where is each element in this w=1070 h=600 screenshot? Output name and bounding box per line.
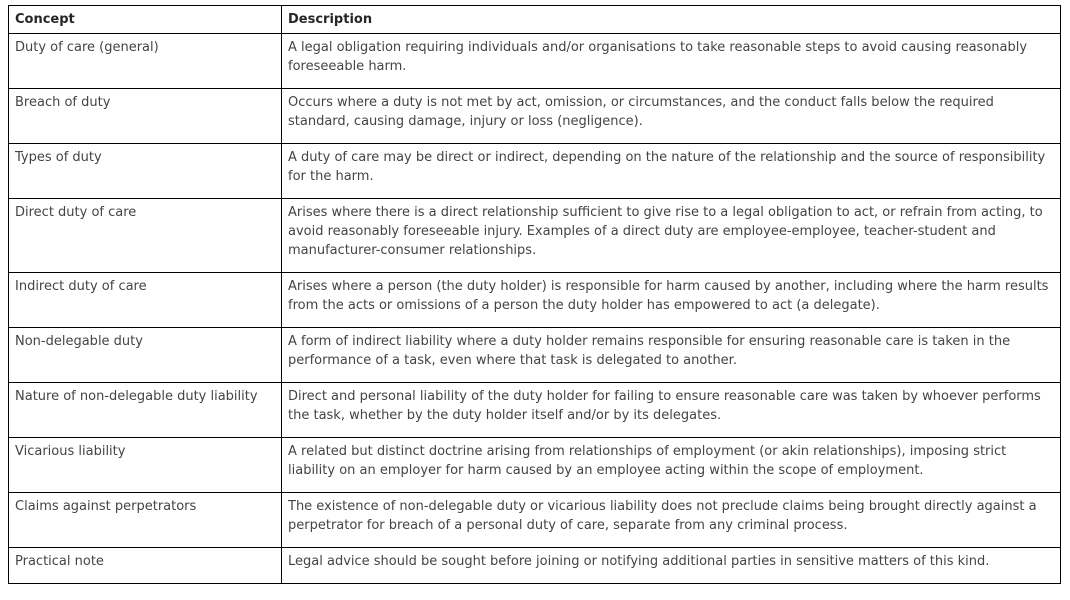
table-row (9, 273, 1061, 328)
description-cell: Arises where there is a direct relationship sufficient to give rise to a legal obligation to act, or refrain from acting, to avoid reasonably foreseeable injury. Examples of a direct duty are employee-employee, teacher-student and manufacturer-consumer relationships. (282, 199, 1061, 273)
concept-cell: Claims against perpetrators (9, 493, 282, 548)
description-cell: Occurs where a duty is not met by act, omission, or circumstances, and the conduct falls below the required standard, causing damage, injury or loss (negligence). (282, 89, 1061, 144)
concept-cell: Nature of non-delegable duty liability (9, 383, 282, 438)
table-row (9, 199, 1061, 273)
table-row (9, 438, 1061, 493)
concept-cell: Types of duty (9, 144, 282, 199)
table-row (9, 89, 1061, 144)
table-body (9, 34, 1061, 584)
concept-cell: Indirect duty of care (9, 273, 282, 328)
column-header-description: Description (282, 6, 1061, 34)
table-row (9, 383, 1061, 438)
description-cell: The existence of non-delegable duty or vicarious liability does not preclude claims being brought directly against a perpetrator for breach of a personal duty of care, separate from any criminal process. (282, 493, 1061, 548)
description-cell: Direct and personal liability of the duty holder for failing to ensure reasonable care was taken by whoever performs the task, whether by the duty holder itself and/or by its delegates. (282, 383, 1061, 438)
concept-cell: Breach of duty (9, 89, 282, 144)
table-row (9, 548, 1061, 584)
concept-cell: Practical note (9, 548, 282, 584)
concept-description-table (8, 5, 1061, 584)
table-row (9, 493, 1061, 548)
description-cell: Arises where a person (the duty holder) is responsible for harm caused by another, including where the harm results from the acts or omissions of a person the duty holder has empowered to act (a delegate). (282, 273, 1061, 328)
column-header-concept: Concept (9, 6, 282, 34)
description-cell: Legal advice should be sought before joining or notifying additional parties in sensitive matters of this kind. (282, 548, 1061, 584)
description-cell: A related but distinct doctrine arising from relationships of employment (or akin relationships), imposing strict liability on an employer for harm caused by an employee acting within the scope of employment. (282, 438, 1061, 493)
description-cell: A form of indirect liability where a duty holder remains responsible for ensuring reasonable care is taken in the performance of a task, even where that task is delegated to another. (282, 328, 1061, 383)
table-header-row (9, 6, 1061, 34)
table-row (9, 144, 1061, 199)
description-cell: A legal obligation requiring individuals and/or organisations to take reasonable steps to avoid causing reasonably foreseeable harm. (282, 34, 1061, 89)
concept-cell: Non-delegable duty (9, 328, 282, 383)
concept-cell: Duty of care (general) (9, 34, 282, 89)
table-row (9, 34, 1061, 89)
concept-cell: Direct duty of care (9, 199, 282, 273)
description-cell: A duty of care may be direct or indirect, depending on the nature of the relationship and the source of responsibility for the harm. (282, 144, 1061, 199)
concept-cell: Vicarious liability (9, 438, 282, 493)
table-row (9, 328, 1061, 383)
